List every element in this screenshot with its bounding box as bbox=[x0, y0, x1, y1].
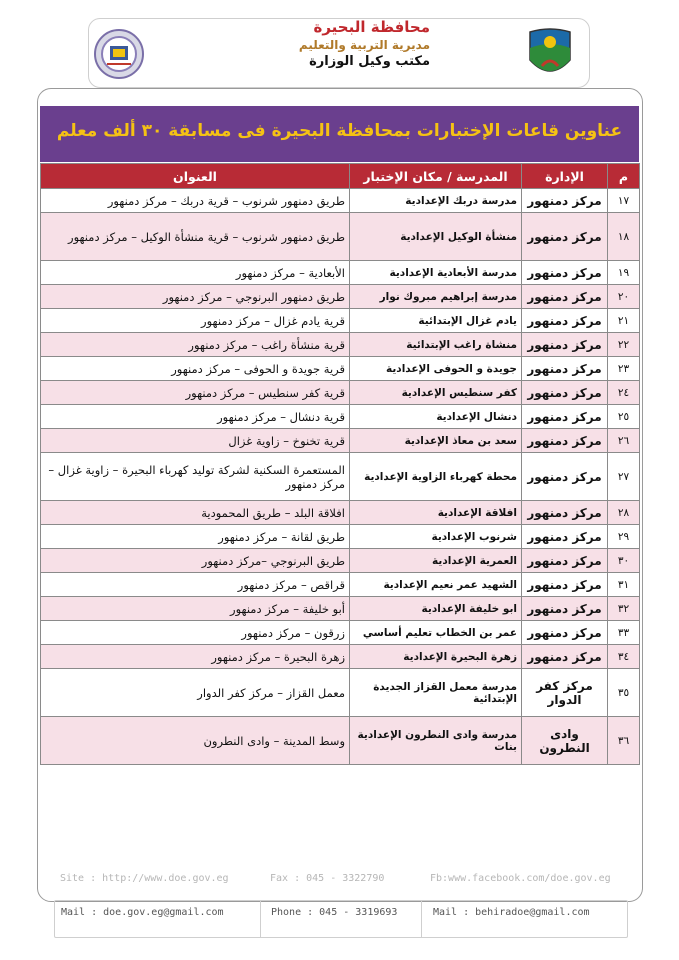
row-school: يادم غزال الإبتدائية bbox=[350, 309, 522, 333]
row-school: زهرة البحيرة الإعدادية bbox=[350, 645, 522, 669]
row-school: جويدة و الحوفى الإعدادية bbox=[350, 357, 522, 381]
table-row bbox=[41, 261, 640, 285]
table-row bbox=[41, 573, 640, 597]
table-row bbox=[41, 429, 640, 453]
row-school: مدرسة إبراهيم مبروك نوار bbox=[350, 285, 522, 309]
row-school: مدرسة معمل القزاز الجديدة الإبتدائية bbox=[350, 669, 522, 717]
row-administration: مركز دمنهور bbox=[522, 645, 608, 669]
office-name: مكتب وكيل الوزارة bbox=[309, 54, 430, 69]
row-address: قرية جويدة و الحوفى – مركز دمنهور bbox=[41, 357, 350, 381]
row-administration: مركز دمنهور bbox=[522, 453, 608, 501]
row-administration: مركز دمنهور bbox=[522, 405, 608, 429]
col-header-admin: الإدارة bbox=[522, 164, 608, 189]
table-row bbox=[41, 549, 640, 573]
table-row bbox=[41, 525, 640, 549]
table-row bbox=[41, 621, 640, 645]
row-school: منشأة الوكيل الإعدادية bbox=[350, 213, 522, 261]
row-administration: مركز دمنهور bbox=[522, 285, 608, 309]
row-administration: مركز دمنهور bbox=[522, 621, 608, 645]
row-administration: مركز دمنهور bbox=[522, 549, 608, 573]
row-address: افلاقة البلد – طريق المحمودية bbox=[41, 501, 350, 525]
row-administration: مركز دمنهور bbox=[522, 573, 608, 597]
row-administration: مركز دمنهور bbox=[522, 333, 608, 357]
row-number: ٣٠ bbox=[608, 549, 640, 573]
row-address: قراقص – مركز دمنهور bbox=[41, 573, 350, 597]
row-address: طريق البرنوجي –مركز دمنهور bbox=[41, 549, 350, 573]
row-administration: مركز دمنهور bbox=[522, 189, 608, 213]
table-row bbox=[41, 717, 640, 765]
row-address: معمل القزاز – مركز كفر الدوار bbox=[41, 669, 350, 717]
table-body bbox=[41, 189, 640, 765]
table-row bbox=[41, 357, 640, 381]
row-address: وسط المدينة – وادى النطرون bbox=[41, 717, 350, 765]
row-school: العمرية الإعدادية bbox=[350, 549, 522, 573]
row-address: طريق دمنهور شرنوب – قرية منشأة الوكيل – مركز دمنهور bbox=[41, 213, 350, 261]
table-row bbox=[41, 645, 640, 669]
row-address: طريق دمنهور البرنوجي – مركز دمنهور bbox=[41, 285, 350, 309]
row-number: ٢٧ bbox=[608, 453, 640, 501]
exam-halls-table bbox=[40, 163, 640, 765]
row-address: قرية دنشال – مركز دمنهور bbox=[41, 405, 350, 429]
row-address: قرية يادم غزال – مركز دمنهور bbox=[41, 309, 350, 333]
row-address: المستعمرة السكنية لشركة توليد كهرباء البحيرة – زاوية غزال – مركز دمنهور bbox=[41, 453, 350, 501]
col-header-school: المدرسة / مكان الإختبار bbox=[350, 164, 522, 189]
row-number: ٣٥ bbox=[608, 669, 640, 717]
table-row bbox=[41, 189, 640, 213]
row-address: طريق لقانة – مركز دمنهور bbox=[41, 525, 350, 549]
row-administration: مركز دمنهور bbox=[522, 261, 608, 285]
row-number: ٢١ bbox=[608, 309, 640, 333]
footer-facebook: Fb:www.facebook.com/doe.gov.eg bbox=[430, 873, 611, 884]
row-school: سعد بن معاذ الإعدادية bbox=[350, 429, 522, 453]
row-administration: وادى النطرون bbox=[522, 717, 608, 765]
footer-divider bbox=[421, 901, 422, 937]
row-address: زهرة البحيرة – مركز دمنهور bbox=[41, 645, 350, 669]
row-number: ٢٨ bbox=[608, 501, 640, 525]
row-address: قرية كفر سنطيس – مركز دمنهور bbox=[41, 381, 350, 405]
row-school: منشاة راغب الإبتدائية bbox=[350, 333, 522, 357]
row-school: كفر سنطيس الإعدادية bbox=[350, 381, 522, 405]
footer-phone: Phone : 045 - 3319693 bbox=[271, 907, 398, 918]
table-row bbox=[41, 309, 640, 333]
row-school: شرنوب الإعدادية bbox=[350, 525, 522, 549]
footer-fax: Fax : 045 - 3322790 bbox=[270, 873, 385, 884]
footer-site: Site : http://www.doe.gov.eg bbox=[60, 873, 229, 884]
row-number: ١٨ bbox=[608, 213, 640, 261]
row-school: عمر بن الخطاب تعليم أساسي bbox=[350, 621, 522, 645]
row-administration: مركز دمنهور bbox=[522, 381, 608, 405]
title-banner bbox=[40, 106, 639, 162]
table-row bbox=[41, 597, 640, 621]
row-number: ٢٥ bbox=[608, 405, 640, 429]
table-row bbox=[41, 333, 640, 357]
footer-contact-box bbox=[54, 900, 628, 938]
governorate-name: محافظة البحيرة bbox=[313, 18, 430, 36]
table-row bbox=[41, 501, 640, 525]
row-number: ١٧ bbox=[608, 189, 640, 213]
row-number: ١٩ bbox=[608, 261, 640, 285]
directorate-name: مديرية التربية والتعليم bbox=[298, 38, 430, 52]
row-number: ٣٦ bbox=[608, 717, 640, 765]
row-school: مدرسة وادى النطرون الإعدادية بنات bbox=[350, 717, 522, 765]
page-title: عناوين قاعات الإختبارات بمحافظة البحيرة فى مسابقة ٣٠ ألف معلم bbox=[56, 121, 623, 141]
footer-mail: Mail : doe.gov.eg@gmail.com bbox=[61, 907, 224, 918]
row-administration: مركز دمنهور bbox=[522, 525, 608, 549]
row-number: ٣٢ bbox=[608, 597, 640, 621]
table-row bbox=[41, 213, 640, 261]
col-header-address: العنوان bbox=[41, 164, 350, 189]
row-administration: مركز دمنهور bbox=[522, 501, 608, 525]
table-row bbox=[41, 453, 640, 501]
table-header-row bbox=[41, 164, 640, 189]
ministry-logo-icon bbox=[93, 28, 145, 80]
governorate-logo-icon bbox=[526, 26, 574, 82]
letterhead-text bbox=[200, 18, 430, 71]
table-row bbox=[41, 405, 640, 429]
table-row bbox=[41, 381, 640, 405]
table-row bbox=[41, 669, 640, 717]
row-address: طريق دمنهور شرنوب – قرية دربك – مركز دمنهور bbox=[41, 189, 350, 213]
row-school: مدرسة دربك الإعدادية bbox=[350, 189, 522, 213]
row-school: محطة كهرباء الزاوية الإعدادية bbox=[350, 453, 522, 501]
row-number: ٣١ bbox=[608, 573, 640, 597]
row-school: دنشال الإعدادية bbox=[350, 405, 522, 429]
row-address: أبو خليفة – مركز دمنهور bbox=[41, 597, 350, 621]
row-number: ٣٤ bbox=[608, 645, 640, 669]
footer-mail-2: Mail : behiradoe@gmail.com bbox=[433, 907, 590, 918]
footer-divider bbox=[260, 901, 261, 937]
row-number: ٢٤ bbox=[608, 381, 640, 405]
row-number: ٢٩ bbox=[608, 525, 640, 549]
row-address: زرقون – مركز دمنهور bbox=[41, 621, 350, 645]
row-school: مدرسة الأبعادية الإعدادية bbox=[350, 261, 522, 285]
row-number: ٣٣ bbox=[608, 621, 640, 645]
row-number: ٢٣ bbox=[608, 357, 640, 381]
row-administration: مركز كفر الدوار bbox=[522, 669, 608, 717]
row-address: قرية منشأة راغب – مركز دمنهور bbox=[41, 333, 350, 357]
row-address: قرية تخنوخ – زاوية غزال bbox=[41, 429, 350, 453]
row-school: الشهيد عمر نعيم الإعدادية bbox=[350, 573, 522, 597]
row-administration: مركز دمنهور bbox=[522, 429, 608, 453]
row-number: ٢٠ bbox=[608, 285, 640, 309]
row-school: ابو خليفة الإعدادية bbox=[350, 597, 522, 621]
row-administration: مركز دمنهور bbox=[522, 213, 608, 261]
col-header-num: م bbox=[608, 164, 640, 189]
row-school: افلاقة الإعدادية bbox=[350, 501, 522, 525]
row-administration: مركز دمنهور bbox=[522, 357, 608, 381]
row-address: الأبعادية – مركز دمنهور bbox=[41, 261, 350, 285]
row-administration: مركز دمنهور bbox=[522, 597, 608, 621]
row-number: ٢٦ bbox=[608, 429, 640, 453]
table-row bbox=[41, 285, 640, 309]
row-number: ٢٢ bbox=[608, 333, 640, 357]
row-administration: مركز دمنهور bbox=[522, 309, 608, 333]
